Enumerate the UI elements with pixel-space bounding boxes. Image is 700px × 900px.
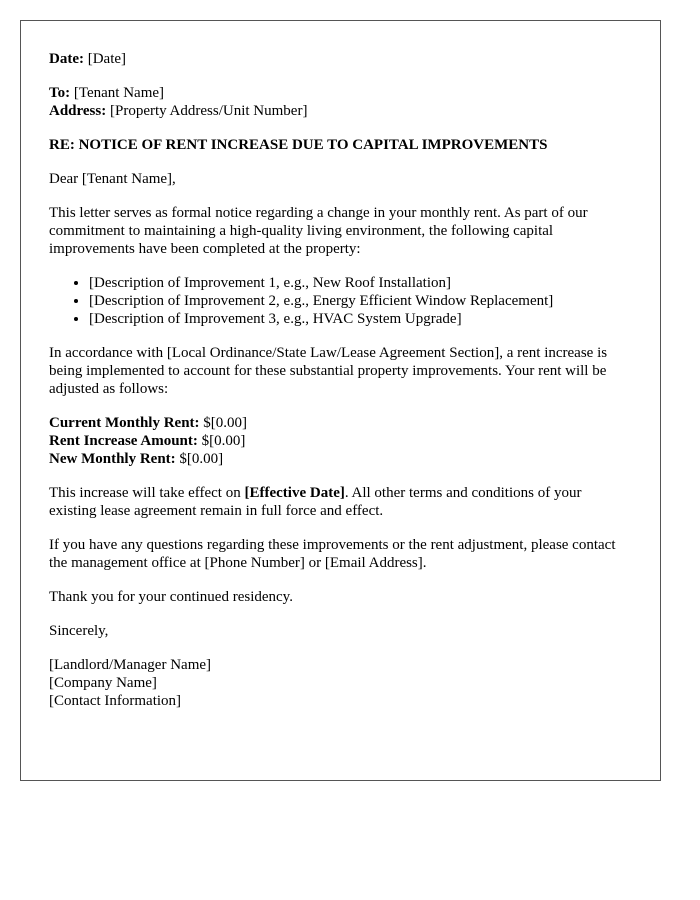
address-value: [Property Address/Unit Number] [109,103,308,119]
increase-amount-line [49,432,632,450]
address-line [49,102,632,120]
current-rent-label: Current Monthly Rent: [49,415,200,431]
increase-amount-value: $[0.00] [201,433,246,449]
signature-company: [Company Name] [49,675,157,691]
date-value: [Date] [87,51,127,67]
recipient-block [49,84,632,120]
effective-text-before: This increase will take effect on [49,485,245,501]
to-label: To: [49,85,71,101]
salutation: Dear [Tenant Name], [49,171,176,187]
questions-paragraph: If you have any questions regarding these improvements or the rent adjustment, please contact the management office at [Phone Number] or [Email Address]. [49,537,616,571]
list-item: • [Description of Improvement 1, e.g., New Roof Installation] [89,274,632,292]
new-rent-label: New Monthly Rent: [49,451,176,467]
to-line [49,84,632,102]
accordance-paragraph: In accordance with [Local Ordinance/State Law/Lease Agreement Section], a rent increase is being implemented to account for these substantial property improvements. Your rent will be adjusted as follows: [49,345,608,397]
signature-contact: [Contact Information] [49,693,182,709]
current-rent-value: $[0.00] [203,415,248,431]
subject-line: RE: NOTICE OF RENT INCREASE DUE TO CAPITAL IMPROVEMENTS [49,137,548,153]
closing: Sincerely, [49,623,109,639]
address-label: Address: [49,103,107,119]
improvements-list [49,274,632,328]
increase-amount-label: Rent Increase Amount: [49,433,198,449]
new-rent-line [49,450,632,468]
signature-name: [Landlord/Manager Name] [49,657,212,673]
intro-paragraph: This letter serves as formal notice regarding a change in your monthly rent. As part of our commitment to maintaining a high-quality living environment, the following capital improvements have been completed at the property: [49,205,588,257]
date-label: Date: [49,51,84,67]
list-item: • [Description of Improvement 3, e.g., HVAC System Upgrade] [89,310,632,328]
letter-page [20,20,661,781]
signature-block [49,656,632,710]
thanks-paragraph: Thank you for your continued residency. [49,589,293,605]
date-line [49,50,632,68]
rent-details [49,414,632,468]
to-value: [Tenant Name] [73,85,165,101]
list-item: • [Description of Improvement 2, e.g., Energy Efficient Window Replacement] [89,292,632,310]
current-rent-line [49,414,632,432]
new-rent-value: $[0.00] [179,451,224,467]
effective-paragraph [49,484,632,520]
effective-text-after: . All other terms and conditions of your existing lease agreement remain in full force and effect. [49,485,582,519]
effective-date: [Effective Date] [244,485,345,501]
